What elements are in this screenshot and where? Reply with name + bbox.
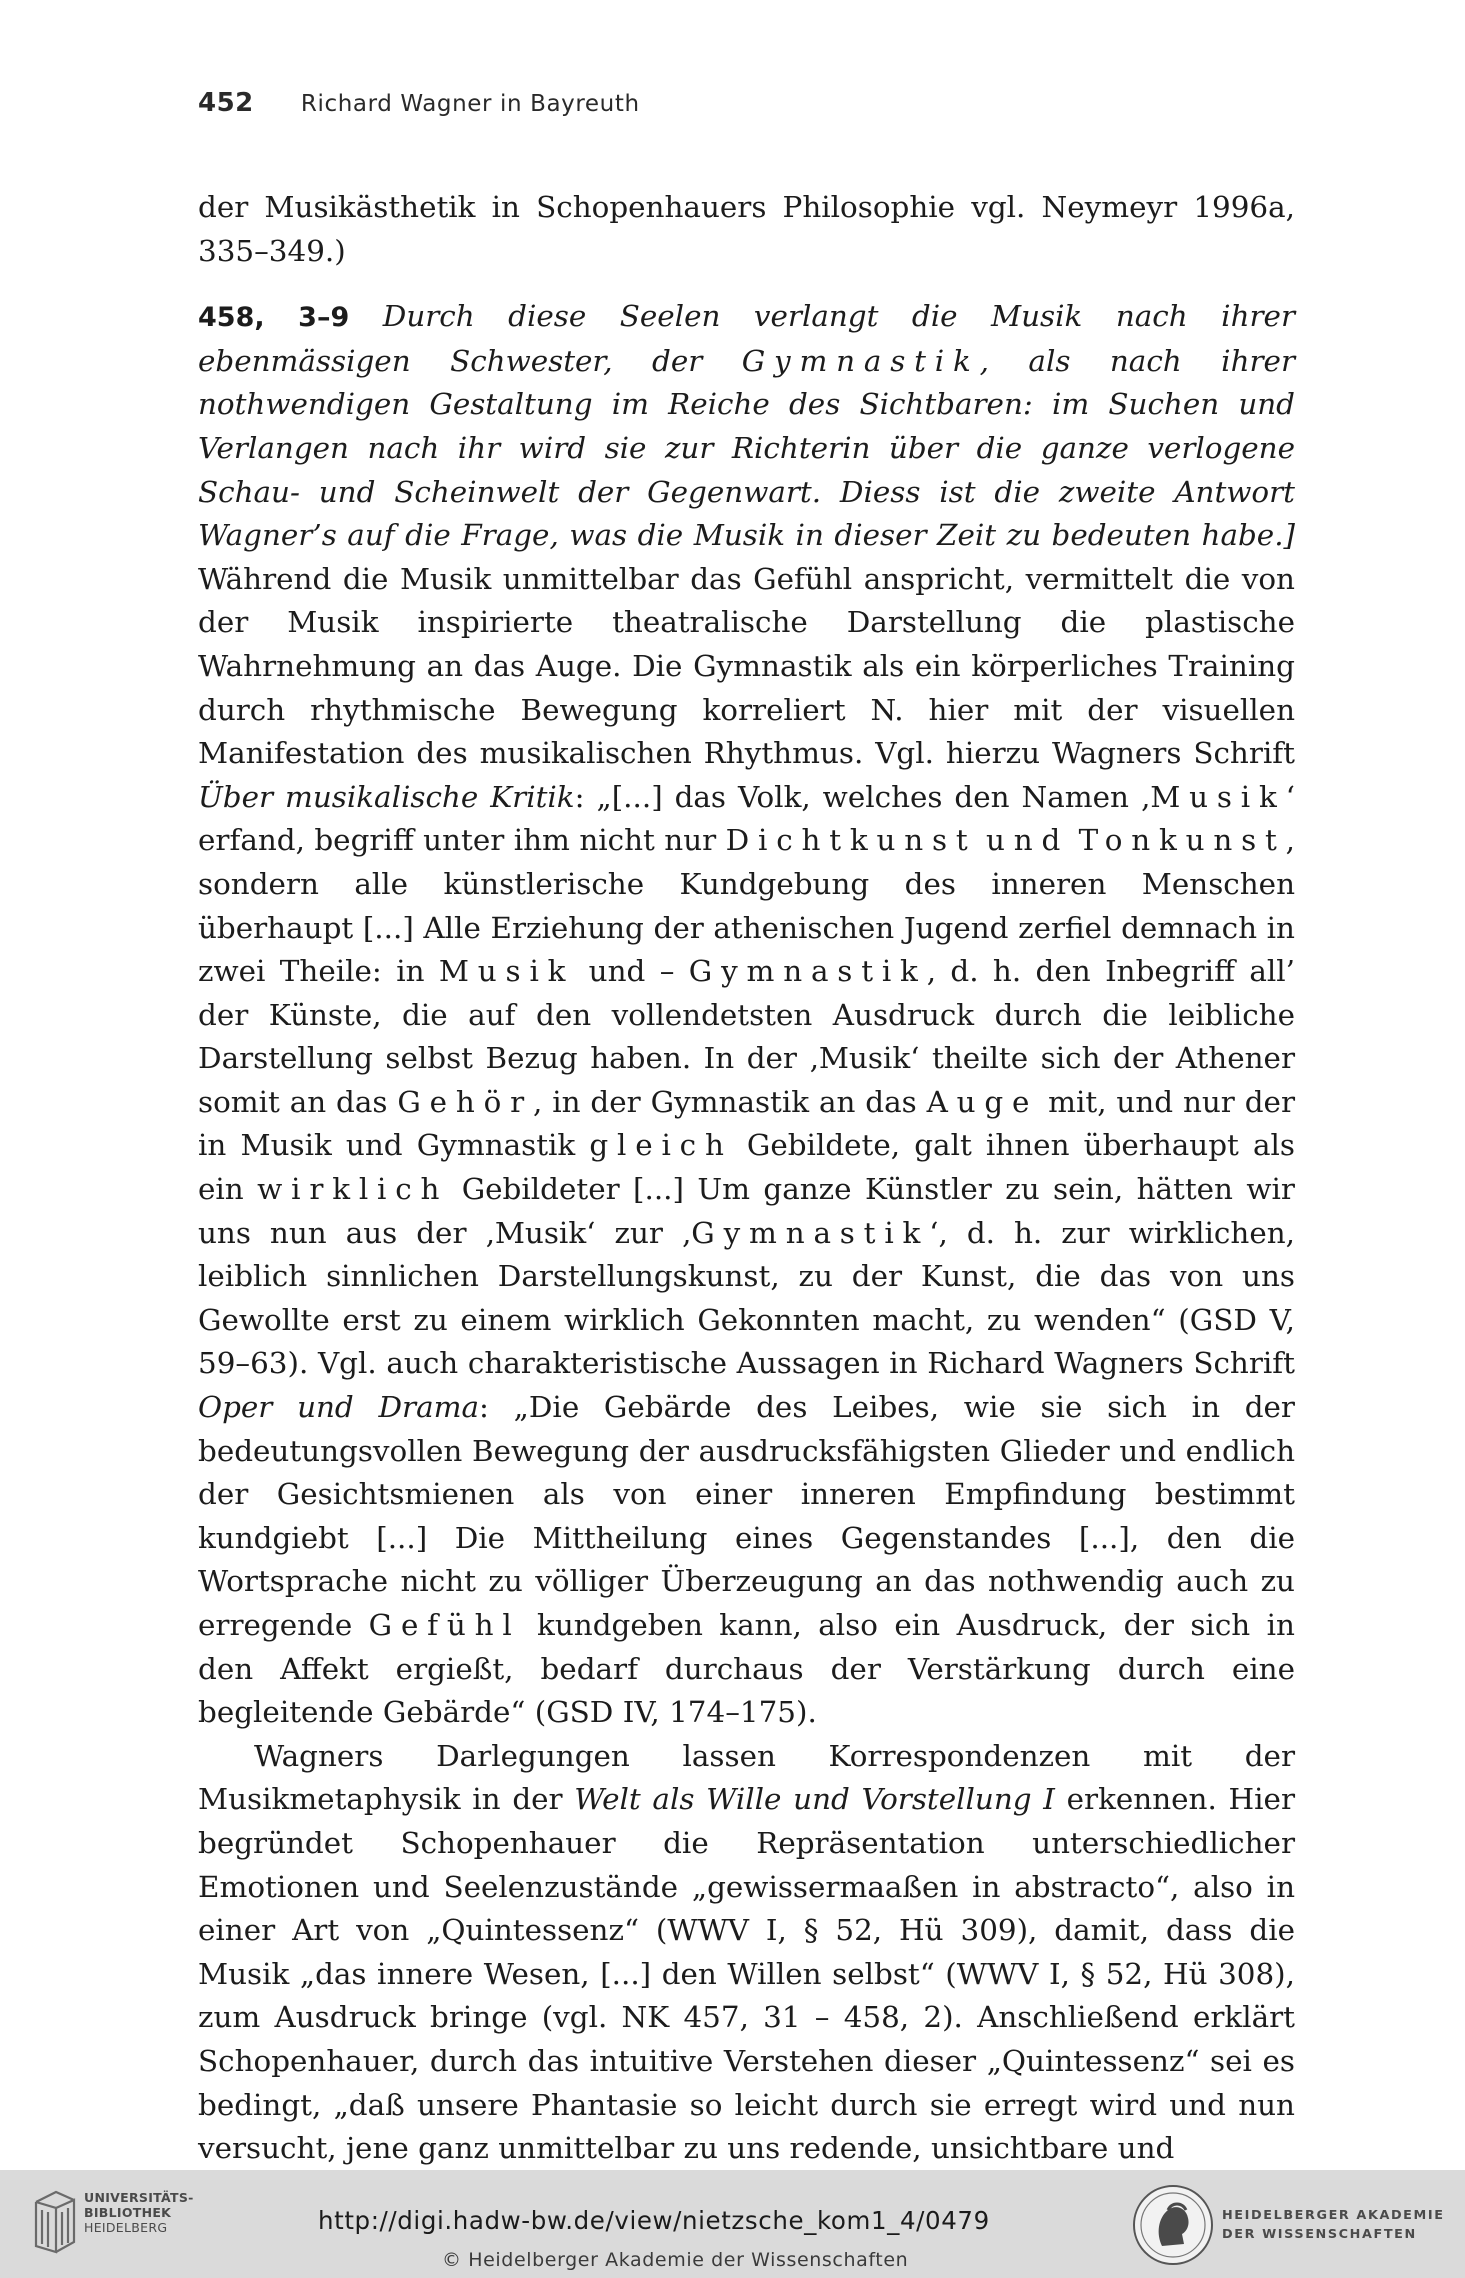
commentary-text [977, 823, 986, 857]
copyright-notice: © Heidelberger Akademie der Wissenschaften [442, 2249, 909, 2271]
lemma-spaced-gymnastik: Gymnastik [741, 343, 980, 378]
commentary-text [1069, 823, 1078, 857]
spaced-word: Musik [438, 954, 575, 989]
work-title: Über musikalische Kritik [198, 779, 575, 814]
paragraph-continued: der Musikästhetik in Schopenhauers Philosophie vgl. Neymeyr 1996a, 335–349.) [198, 190, 1295, 268]
commentary-text: Gebildete, galt ihnen überhaupt als ein [198, 1128, 1295, 1207]
main-text [198, 186, 1295, 2171]
running-header [198, 88, 1298, 128]
running-title: Richard Wagner in Bayreuth [300, 91, 640, 117]
commentary-text: , in der Gymnastik an das [533, 1084, 927, 1119]
spaced-word: Musik [1150, 779, 1286, 814]
spaced-word: Auge [926, 1084, 1039, 1119]
lemma-quote [198, 299, 1295, 552]
commentary-text: : „[...] das Volk, welches den Namen ‚ [574, 779, 1151, 814]
commentary-text: : „Die Gebärde des Leibes, wie sie sich in der bedeutungsvollen Bewegung der ausdrucksfähigsten Glieder und endlich der Gesichtsmienen als von einer inneren Empfindung bestimmt kundgiebt [...] Die Mittheilung eines Gegenstandes [...], den die Wortsprache nicht zu völliger Überzeugung an das nothwendig auch zu erregende [198, 1390, 1295, 1642]
academy-name: HEIDELBERGER AKADEMIE DER WISSENSCHAFTEN [1222, 2208, 1445, 2242]
work-title: Welt als Wille und Vorstellung I [574, 1782, 1055, 1817]
commentary-text: kundgeben kann, also ein Ausdruck, der sich in den Affekt ergießt, bedarf durchaus der Verstärkung durch eine begleitende Gebärde“ (GSD IV, 174–175). [198, 1608, 1295, 1730]
university-library-name: UNIVERSITÄTS- BIBLIOTHEK HEIDELBERG [84, 2190, 194, 2235]
commentary-text: mit, und nur der in Musik und Gymnastik [198, 1084, 1295, 1163]
spaced-word: Gehör [397, 1084, 534, 1119]
source-url-link[interactable]: http://digi.hadw-bw.de/view/nietzsche_kom1_4/0479 [318, 2206, 990, 2235]
spaced-word: Gymnastik [691, 1215, 930, 1250]
paragraph-text: erkennen. Hier begründet Schopenhauer die Repräsentation unterschiedlicher Emotionen und Seelenzustände „gewissermaaßen in abstracto“, also in einer Art von „Quintessenz“ (WWV I, § 52, Hü 309), damit, dass die Musik „das innere Wesen, [...] den Willen selbst“ (WWV I, § 52, Hü 308), zum Ausdruck bringe (vgl. NK 457, 31 – 458, 2). Anschließend erklärt Schopenhauer, durch das intuitive Verstehen dieser „Quintessenz“ sei es bedingt, „daß unsere Phantasie so leicht durch sie erregt wird und nun versucht, jene ganz unmittelbar zu uns redende, unsichtbare und [198, 1782, 1296, 2166]
commentary-text: und – [574, 954, 689, 989]
commentary-entry [198, 295, 1295, 1735]
lemma-text-a: Durch diese Seelen verlangt die Musik nach ihrer ebenmässigen Schwester, der [198, 299, 1295, 378]
digitization-footer [0, 2170, 1465, 2278]
lemma-reference: 458, 3–9 [198, 302, 350, 334]
work-title: Oper und Drama [198, 1390, 479, 1425]
spaced-word: Gymnastik [688, 954, 927, 989]
commentary-text: , sondern alle künstlerische Kundgebung des inneren Menschen überhaupt [...] Alle Erziehung der athenischen Jugend zerfiel demnach in zwei Theile: in [198, 823, 1295, 989]
commentary-text: ‘ erfand, begriff unter ihm nicht nur [198, 779, 1295, 858]
paragraph-text: Wagners Darlegungen lassen Korrespondenzen mit der Musikmetaphysik in der [198, 1738, 1295, 1817]
spaced-word: gleich [589, 1128, 733, 1163]
paragraph [198, 1735, 1295, 2171]
spaced-word: Gefühl [368, 1608, 521, 1642]
commentary-text: , d. h. den Inbegriff all’ der Künste, die auf den vollendetsten Ausdruck durch die leibliche Darstellung selbst Bezug haben. In der ‚Musik‘ theilte sich der Athener somit an das [198, 954, 1295, 1119]
spaced-word: Tonkunst [1078, 823, 1286, 858]
commentary-text: ‘, d. h. zur wirklichen, leiblich sinnlichen Darstellungskunst, zu der Kunst, die das von uns Gewollte erst zu einem wirklich Gekonnten macht, zu wenden“ (GSD V, 59–63). Vgl. auch charakteristische Aussagen in Richard Wagners Schrift [198, 1215, 1295, 1381]
academy-seal-icon [1132, 2184, 1214, 2266]
lemma-text-b: , als nach ihrer nothwendigen Gestaltung im Reiche des Sichtbaren: im Suchen und Verlangen nach ihr wird sie zur Richterin über die ganze verlogene Schau- und Scheinwelt der Gegenwart. Diess ist die zweite Antwort Wagner’s auf die Frage, was die Musik in dieser Zeit zu bedeuten habe.] [198, 343, 1295, 553]
spaced-word: und [986, 823, 1070, 858]
page-number: 452 [198, 88, 254, 118]
spaced-word: Dichtkunst [725, 823, 977, 858]
university-library-logo-icon [30, 2188, 80, 2254]
commentary-text: Gebildeter [...] Um ganze Künstler zu sein, hätten wir uns nun aus der ‚Musik‘ zur ‚ [198, 1172, 1295, 1250]
spaced-word: wirklich [257, 1172, 449, 1207]
commentary-text: Während die Musik unmittelbar das Gefühl anspricht, vermittelt die von der Musik inspirierte theatralische Darstellung die plastische Wahrnehmung an das Auge. Die Gymnastik als ein körperliches Training durch rhythmische Bewegung korreliert N. hier mit der visuellen Manifestation des musikalischen Rhythmus. Vgl. hierzu Wagners Schrift [198, 561, 1295, 771]
